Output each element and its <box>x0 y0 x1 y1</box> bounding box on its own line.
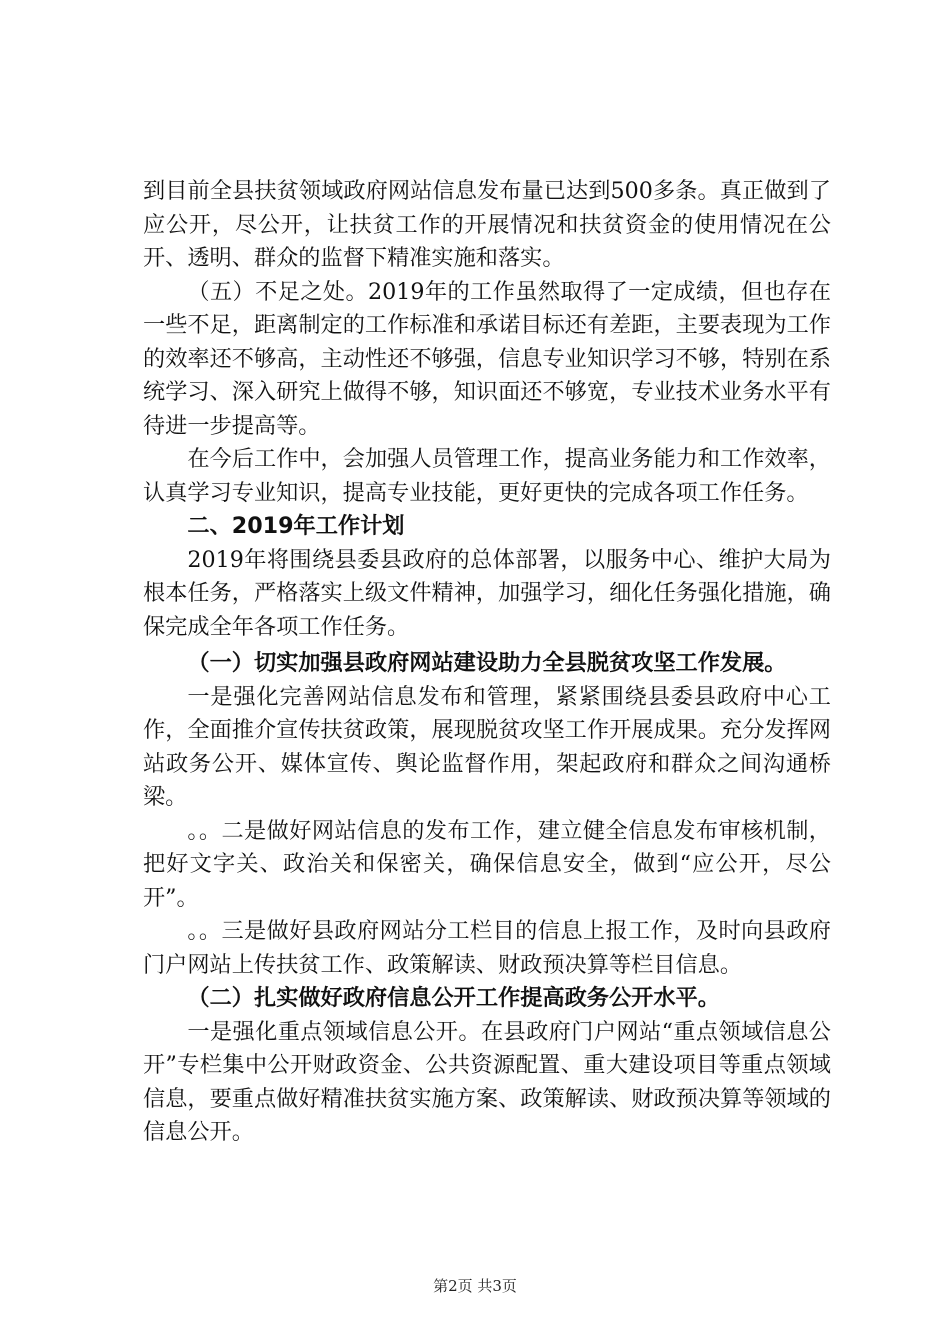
section-heading-plan: 二、2019年工作计划 <box>187 513 405 539</box>
paragraph-disclosure-1: 一是强化重点领域信息公开。在县政府门户网站“重点领域信息公开”专栏集中公开财政资金、公共资源配置、重大建设项目等重点领域信息，要重点做好精准扶贫实施方案、政策解读、财政预决算等领域的信息公开。 <box>143 1018 831 1145</box>
document-body <box>143 175 831 1150</box>
paragraph-shortcomings: （五）不足之处。2019年的工作虽然取得了一定成绩，但也存在一些不足，距离制定的工作标准和承诺目标还有差距，主要表现为工作的效率还不够高，主动性还不够强，信息专业知识学习不够，特别在系统学习、深入研究上做得不够，知识面还不够宽，专业技术业务水平有待进一步提高等。 <box>143 278 831 439</box>
subheading-disclosure: （二）扎实做好政府信息公开工作提高政务公开水平。 <box>187 985 720 1011</box>
paragraph-future-work: 在今后工作中，会加强人员管理工作，提高业务能力和工作效率，认真学习专业知识，提高专业技能，更好更快的完成各项工作任务。 <box>143 446 831 506</box>
paragraph-item-2: 。。二是做好网站信息的发布工作，建立健全信息发布审核机制，把好文字关、政治关和保密关，确保信息安全，做到“应公开，尽公开”。 <box>143 817 831 911</box>
paragraph-continued: 到目前全县扶贫领域政府网站信息发布量已达到500多条。真正做到了应公开，尽公开，让扶贫工作的开展情况和扶贫资金的使用情况在公开、透明、群众的监督下精准实施和落实。 <box>143 178 831 271</box>
paragraph-plan-intro: 2019年将围绕县委县政府的总体部署，以服务中心、维护大局为根本任务，严格落实上级文件精神，加强学习，细化任务强化措施，确保完成全年各项工作任务。 <box>143 546 831 640</box>
subheading-website: （一）切实加强县政府网站建设助力全县脱贫攻坚工作发展。 <box>187 650 787 676</box>
paragraph-item-1: 一是强化完善网站信息发布和管理，紧紧围绕县委县政府中心工作，全面推介宣传扶贫政策，展现脱贫攻坚工作开展成果。充分发挥网站政务公开、媒体宣传、舆论监督作用，架起政府和群众之间沟通桥梁。 <box>143 683 831 810</box>
paragraph-item-3: 。。三是做好县政府网站分工栏目的信息上报工作，及时向县政府门户网站上传扶贫工作、政策解读、财政预决算等栏目信息。 <box>143 918 831 978</box>
page-footer: 第2页 共3页 <box>433 1277 517 1295</box>
